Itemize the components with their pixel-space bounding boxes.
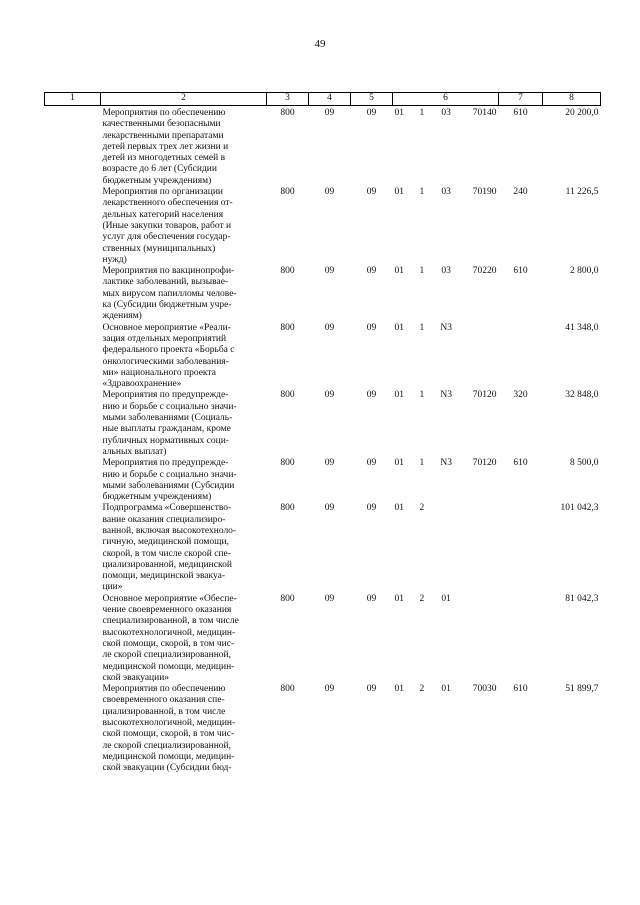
cell-col-1 bbox=[45, 390, 101, 458]
cell-amount: 101 042,3 bbox=[560, 503, 599, 514]
cell-grbs: 800 bbox=[280, 266, 295, 277]
name-line: ждениям) bbox=[102, 311, 142, 322]
target-article-parts bbox=[393, 108, 499, 119]
name-line: скорой, в том числе скорой спе- bbox=[102, 548, 231, 559]
target-article-cs4: 70030 bbox=[472, 684, 497, 695]
name-line: «Здравоохранение» bbox=[102, 379, 182, 390]
target-article-cs2: 1 bbox=[419, 390, 425, 401]
target-article-cs4 bbox=[464, 323, 496, 334]
cell-grbs: 800 bbox=[280, 390, 295, 401]
name-line: ванной, включая высокотехноло- bbox=[102, 525, 237, 536]
name-line: бюджетным учреждениям) bbox=[102, 492, 212, 503]
cell-name bbox=[101, 684, 267, 774]
cell-name bbox=[101, 503, 267, 593]
cell-pr: 09 bbox=[366, 390, 377, 401]
name-line: медицинской помощи, медицин- bbox=[102, 751, 235, 762]
cell-vr: 610 bbox=[513, 108, 528, 118]
page-number: 49 bbox=[314, 38, 326, 50]
name-line: лактике заболеваний, вызывае- bbox=[102, 277, 229, 288]
cell-amount: 20 200,0 bbox=[565, 108, 599, 118]
cell-name bbox=[101, 390, 267, 458]
name-line: возрасте до 6 лет (Субсидии bbox=[102, 164, 217, 175]
cell-amount: 2 800,0 bbox=[570, 266, 599, 277]
name-line: альных выплат) bbox=[102, 446, 167, 457]
name-line: детей первых трех лет жизни и bbox=[102, 141, 229, 152]
cell-name bbox=[101, 187, 267, 266]
name-line: лекарственными препаратами bbox=[102, 130, 224, 141]
name-line: ка (Субсидии бюджетным учре- bbox=[102, 300, 232, 311]
target-article-parts bbox=[393, 684, 499, 695]
cell-col-1 bbox=[45, 594, 101, 684]
cell-vr: 610 bbox=[513, 684, 528, 695]
cell-vr bbox=[499, 323, 543, 391]
target-article-cs1: 01 bbox=[394, 503, 404, 514]
cell-target-article bbox=[393, 594, 499, 684]
name-line: Мероприятия по обеспечению bbox=[102, 684, 226, 695]
cell-grbs: 800 bbox=[280, 503, 295, 514]
target-article-cs3: 01 bbox=[441, 684, 451, 695]
cell-grbs: 800 bbox=[280, 187, 295, 198]
target-article-cs1: 01 bbox=[394, 187, 404, 198]
cell-target-article bbox=[393, 323, 499, 391]
name-line: зация отдельных мероприятий bbox=[102, 333, 227, 344]
target-article-cs1: 01 bbox=[394, 684, 404, 695]
name-line: нужд) bbox=[102, 254, 127, 265]
header-row bbox=[45, 93, 601, 106]
cell-pr: 09 bbox=[366, 503, 377, 514]
cell-pr: 09 bbox=[366, 684, 377, 695]
cell-vr bbox=[499, 503, 543, 593]
cell-vr: 610 bbox=[513, 458, 528, 469]
name-line: ской помощи, скорой, в том чис- bbox=[102, 638, 235, 649]
name-line: мыми заболеваниями (Субсидии bbox=[102, 480, 235, 491]
table-row bbox=[45, 594, 601, 684]
cell-pr: 09 bbox=[366, 108, 377, 118]
target-article-cs3: 03 bbox=[441, 108, 451, 118]
name-line: Мероприятия по организации bbox=[102, 187, 224, 198]
table-row bbox=[45, 390, 601, 458]
name-line: ми» национального проекта bbox=[102, 367, 216, 378]
target-article-cs2: 1 bbox=[419, 266, 425, 277]
budget-table bbox=[44, 92, 601, 775]
target-article-cs2: 1 bbox=[419, 322, 425, 333]
target-article-parts bbox=[393, 323, 499, 334]
target-article-cs3: 01 bbox=[441, 593, 451, 604]
cell-amount: 81 042,3 bbox=[565, 593, 599, 604]
name-line: Основное мероприятие «Обеспе- bbox=[102, 593, 237, 604]
cell-amount: 11 226,5 bbox=[565, 187, 599, 198]
cell-pr: 09 bbox=[366, 266, 377, 277]
name-line: ственных (муниципальных) bbox=[102, 243, 216, 254]
target-article-cs2: 2 bbox=[419, 593, 425, 604]
cell-rz: 09 bbox=[324, 322, 335, 333]
name-line: Мероприятия по предупрежде- bbox=[102, 458, 229, 469]
target-article-cs2: 1 bbox=[419, 108, 425, 118]
target-article-cs3: N3 bbox=[440, 390, 452, 401]
header-col-5: 5 bbox=[351, 93, 393, 106]
target-article-parts bbox=[393, 503, 499, 514]
target-article-cs3 bbox=[435, 503, 457, 514]
table-row bbox=[45, 266, 601, 322]
target-article-cs1: 01 bbox=[394, 390, 404, 401]
cell-rz: 09 bbox=[324, 390, 335, 401]
header-col-2: 2 bbox=[101, 93, 267, 106]
target-article-cs4: 70120 bbox=[472, 390, 497, 401]
header-col-7: 7 bbox=[499, 93, 543, 106]
name-line: ской эвакуации» bbox=[102, 672, 170, 683]
target-article-cs4 bbox=[464, 503, 496, 514]
cell-target-article bbox=[393, 458, 499, 503]
cell-vr: 610 bbox=[513, 266, 528, 277]
name-line: дельных категорий населения bbox=[102, 209, 224, 220]
cell-rz: 09 bbox=[324, 266, 335, 277]
name-line: бюджетным учреждениям) bbox=[102, 175, 212, 186]
cell-col-1 bbox=[45, 323, 101, 391]
table-row bbox=[45, 684, 601, 774]
name-line: Мероприятия по вакцинопрофи- bbox=[102, 266, 235, 277]
target-article-cs2: 1 bbox=[419, 458, 425, 469]
cell-rz: 09 bbox=[324, 684, 335, 695]
table-row bbox=[45, 458, 601, 503]
cell-grbs: 800 bbox=[280, 458, 295, 469]
cell-vr: 240 bbox=[513, 187, 528, 198]
table-row bbox=[45, 187, 601, 266]
target-article-cs1: 01 bbox=[394, 322, 404, 333]
cell-pr: 09 bbox=[366, 322, 377, 333]
cell-amount: 51 899,7 bbox=[565, 684, 599, 695]
target-article-cs4 bbox=[464, 594, 496, 605]
name-line: чение своевременного оказания bbox=[102, 605, 232, 616]
name-line: (Иные закупки товаров, работ и bbox=[102, 220, 232, 231]
cell-rz: 09 bbox=[324, 108, 335, 118]
name-line: детей из многодетных семей в bbox=[102, 153, 226, 164]
name-line: циализированной, в том числе bbox=[102, 706, 226, 717]
cell-rz: 09 bbox=[324, 458, 335, 469]
target-article-parts bbox=[393, 266, 499, 277]
cell-target-article bbox=[393, 390, 499, 458]
target-article-cs4: 70190 bbox=[472, 187, 497, 198]
target-article-cs3: N3 bbox=[440, 322, 452, 333]
name-line: мыми заболеваниями (Социаль- bbox=[102, 413, 233, 424]
name-line: Мероприятия по обеспечению bbox=[102, 108, 226, 118]
name-line: вание оказания специализиро- bbox=[102, 514, 226, 525]
target-article-cs1: 01 bbox=[394, 458, 404, 469]
target-article-cs4: 70140 bbox=[472, 108, 497, 118]
name-line: публичных нормативных соци- bbox=[102, 435, 229, 446]
cell-target-article bbox=[393, 684, 499, 774]
header-col-6: 6 bbox=[393, 93, 499, 106]
cell-col-1 bbox=[45, 458, 101, 503]
cell-col-1 bbox=[45, 187, 101, 266]
cell-target-article bbox=[393, 266, 499, 322]
target-article-parts bbox=[393, 187, 499, 198]
name-line: онкологическими заболевания- bbox=[102, 356, 229, 367]
name-line: Подпрограмма «Совершенство- bbox=[102, 503, 232, 514]
name-line: гичную, медицинской помощи, bbox=[102, 537, 229, 548]
header-col-4: 4 bbox=[309, 93, 351, 106]
table-row bbox=[45, 503, 601, 593]
cell-name bbox=[101, 266, 267, 322]
target-article-cs1: 01 bbox=[394, 266, 404, 277]
name-line: ции» bbox=[102, 582, 123, 593]
target-article-cs1: 01 bbox=[394, 108, 404, 118]
cell-pr: 09 bbox=[366, 187, 377, 198]
cell-rz: 09 bbox=[324, 187, 335, 198]
cell-name bbox=[101, 323, 267, 391]
name-line: ле скорой специализированной, bbox=[102, 740, 231, 751]
table-body bbox=[45, 106, 601, 775]
header-col-3: 3 bbox=[267, 93, 309, 106]
name-line: услуг для обеспечения государ- bbox=[102, 232, 231, 243]
target-article-cs1: 01 bbox=[394, 593, 404, 604]
name-line: лекарственного обеспечения от- bbox=[102, 198, 233, 209]
cell-rz: 09 bbox=[324, 503, 335, 514]
name-line: ской помощи, скорой, в том чис- bbox=[102, 729, 235, 740]
target-article-parts bbox=[393, 594, 499, 605]
cell-grbs: 800 bbox=[280, 593, 295, 604]
cell-vr bbox=[499, 594, 543, 684]
cell-target-article bbox=[393, 106, 499, 188]
name-line: нию и борьбе с социально значи- bbox=[102, 469, 237, 480]
target-article-parts bbox=[393, 458, 499, 469]
name-line: помощи, медицинской эвакуа- bbox=[102, 571, 226, 582]
name-line: ле скорой специализированной, bbox=[102, 650, 231, 661]
name-line: федерального проекта «Борьба с bbox=[102, 345, 235, 356]
name-line: высокотехнологичной, медицин- bbox=[102, 627, 236, 638]
target-article-cs4: 70120 bbox=[472, 458, 497, 469]
cell-col-1 bbox=[45, 266, 101, 322]
target-article-parts bbox=[393, 390, 499, 401]
name-line: нию и борьбе с социально значи- bbox=[102, 401, 237, 412]
cell-vr: 320 bbox=[513, 390, 528, 401]
target-article-cs4: 70220 bbox=[472, 266, 497, 277]
target-article-cs2: 2 bbox=[419, 684, 425, 695]
cell-grbs: 800 bbox=[280, 322, 295, 333]
name-line: мых вирусом папилломы челове- bbox=[102, 288, 237, 299]
name-line: Мероприятия по предупрежде- bbox=[102, 390, 229, 401]
name-line: высокотехнологичной, медицин- bbox=[102, 718, 236, 729]
name-line: Основное мероприятие «Реали- bbox=[102, 322, 231, 333]
cell-col-1 bbox=[45, 503, 101, 593]
cell-amount: 8 500,0 bbox=[570, 458, 599, 469]
name-line: медицинской помощи, медицин- bbox=[102, 661, 235, 672]
target-article-cs2: 1 bbox=[419, 187, 425, 198]
cell-pr: 09 bbox=[366, 458, 377, 469]
cell-grbs: 800 bbox=[280, 108, 295, 118]
name-line: ные выплаты гражданам, кроме bbox=[102, 424, 231, 435]
cell-amount: 32 848,0 bbox=[565, 390, 599, 401]
target-article-cs3: 03 bbox=[441, 266, 451, 277]
cell-name bbox=[101, 594, 267, 684]
table-row bbox=[45, 106, 601, 188]
cell-col-1 bbox=[45, 684, 101, 774]
name-line: ской эвакуации (Субсидии бюд- bbox=[102, 763, 232, 774]
cell-pr: 09 bbox=[366, 593, 377, 604]
cell-name bbox=[101, 106, 267, 188]
cell-target-article bbox=[393, 187, 499, 266]
name-line: циализированной, медицинской bbox=[102, 559, 232, 570]
cell-target-article bbox=[393, 503, 499, 593]
cell-amount: 41 348,0 bbox=[565, 322, 599, 333]
header-col-8: 8 bbox=[543, 93, 601, 106]
target-article-cs3: N3 bbox=[440, 458, 452, 469]
cell-col-1 bbox=[45, 106, 101, 188]
name-line: качественными безопасными bbox=[102, 119, 221, 130]
name-line: специализированной, в том числе bbox=[102, 616, 239, 627]
target-article-cs3: 03 bbox=[441, 187, 451, 198]
table-row bbox=[45, 323, 601, 391]
cell-name bbox=[101, 458, 267, 503]
cell-grbs: 800 bbox=[280, 684, 295, 695]
name-line: своевременного оказания спе- bbox=[102, 695, 225, 706]
target-article-cs2: 2 bbox=[419, 503, 425, 514]
header-col-1: 1 bbox=[45, 93, 101, 106]
cell-rz: 09 bbox=[324, 593, 335, 604]
